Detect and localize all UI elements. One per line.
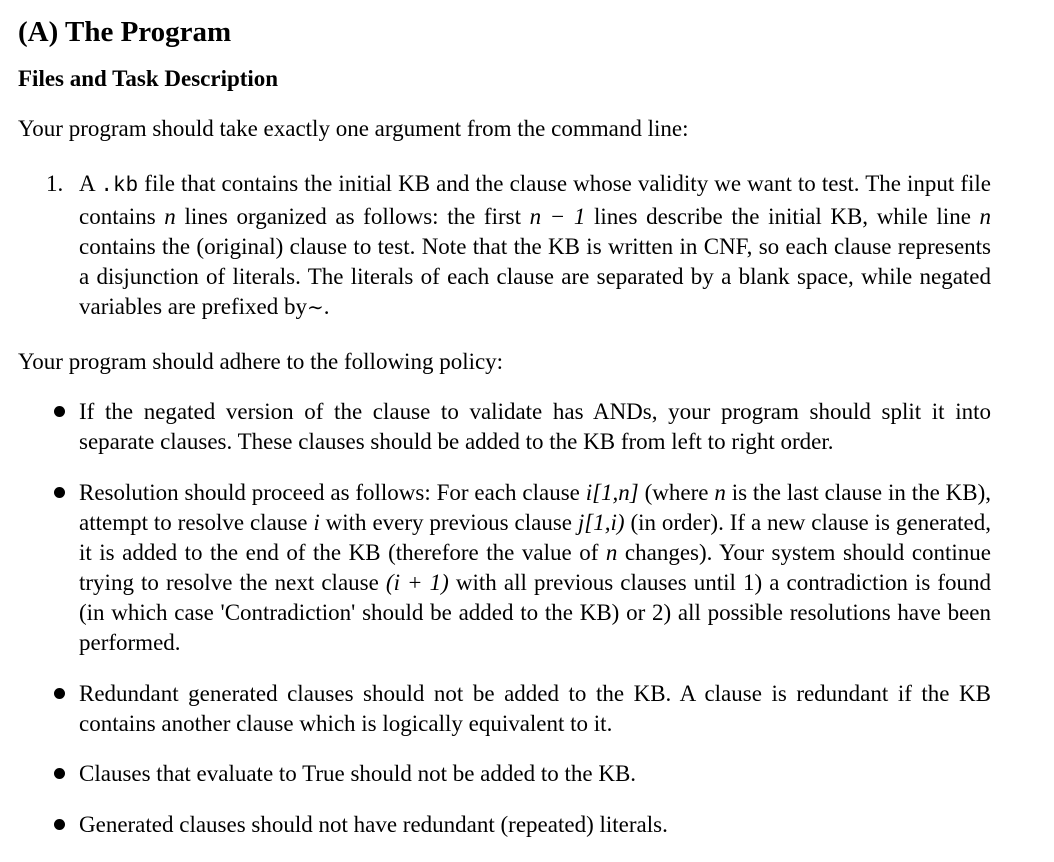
- item-text-1: file that contains the initial KB and the clause whose validity we want to test. The input file contains: [79, 171, 991, 229]
- section-heading: (A) The Program: [18, 16, 232, 48]
- tilde-symbol: ∼: [306, 295, 324, 319]
- item-end: .: [323, 294, 330, 319]
- resolution-text-1: Resolution should proceed as follows: For each clause: [79, 480, 580, 505]
- bullet-icon: [54, 406, 65, 417]
- resolution-text-4: with every previous clause: [325, 510, 572, 535]
- math-j-range: j[1,i): [577, 510, 625, 535]
- bullet-icon: [54, 819, 65, 830]
- bullet-icon: [54, 487, 65, 498]
- policy-intro: Your program should adhere to the following policy:: [18, 349, 504, 374]
- policy-item-true-clauses: Clauses that evaluate to True should not be added to the KB.: [79, 761, 637, 786]
- math-n: n: [164, 204, 176, 229]
- math-i-plus-1: (i + 1): [385, 570, 449, 595]
- list-number: 1.: [46, 171, 64, 196]
- bullet-icon: [54, 768, 65, 779]
- file-extension-code: .kb: [100, 175, 139, 198]
- policy-item-resolution: [79, 478, 991, 658]
- policy-item-repeated-literals: Generated clauses should not have redundant (repeated) literals.: [79, 812, 668, 837]
- item-text-3: lines describe the initial KB, while line: [594, 204, 971, 229]
- policy-item-redundant-clauses: Redundant generated clauses should not be added to the KB. A clause is redundant if the KB contains another clause which is logically equivalent to it.: [79, 681, 991, 736]
- numbered-list-item: [79, 169, 991, 322]
- resolution-text-5: (in order). If a new clause is generated, it is added to the end of the KB (therefore the value of: [79, 510, 992, 565]
- math-n: n: [605, 540, 618, 565]
- math-i-range: i[1,n]: [585, 480, 639, 505]
- item-prefix: A: [79, 171, 95, 196]
- subsection-heading: Files and Task Description: [18, 66, 279, 91]
- policy-item-split-ands: If the negated version of the clause to validate has ANDs, your program should split it into separate clauses. These clauses should be added to the KB from left to right order.: [79, 399, 991, 454]
- item-text-2: lines organized as follows: the first: [184, 204, 521, 229]
- resolution-text-2: (where: [644, 480, 709, 505]
- math-n-minus-1: n − 1: [529, 204, 586, 229]
- math-i: i: [313, 510, 320, 535]
- math-n: n: [979, 204, 992, 229]
- resolution-text-7: with all previous clauses until 1) a contradiction is found (in which case 'Contradiction' should be added to the KB) or 2) all possible resolutions have been performed.: [79, 570, 992, 655]
- resolution-text-6: changes). Your system should continue trying to resolve the next clause: [79, 540, 992, 595]
- bullet-icon: [54, 688, 65, 699]
- resolution-text-3: is the last clause in the KB), attempt to resolve clause: [79, 480, 992, 535]
- item-text-4: contains the (original) clause to test. Note that the KB is written in CNF, so each clause represents a disjunction of literals. The literals of each clause are separated by a blank space, while negated variables are prefixed by: [79, 234, 991, 319]
- intro-paragraph: Your program should take exactly one argument from the command line:: [18, 116, 689, 141]
- math-n: n: [714, 480, 726, 505]
